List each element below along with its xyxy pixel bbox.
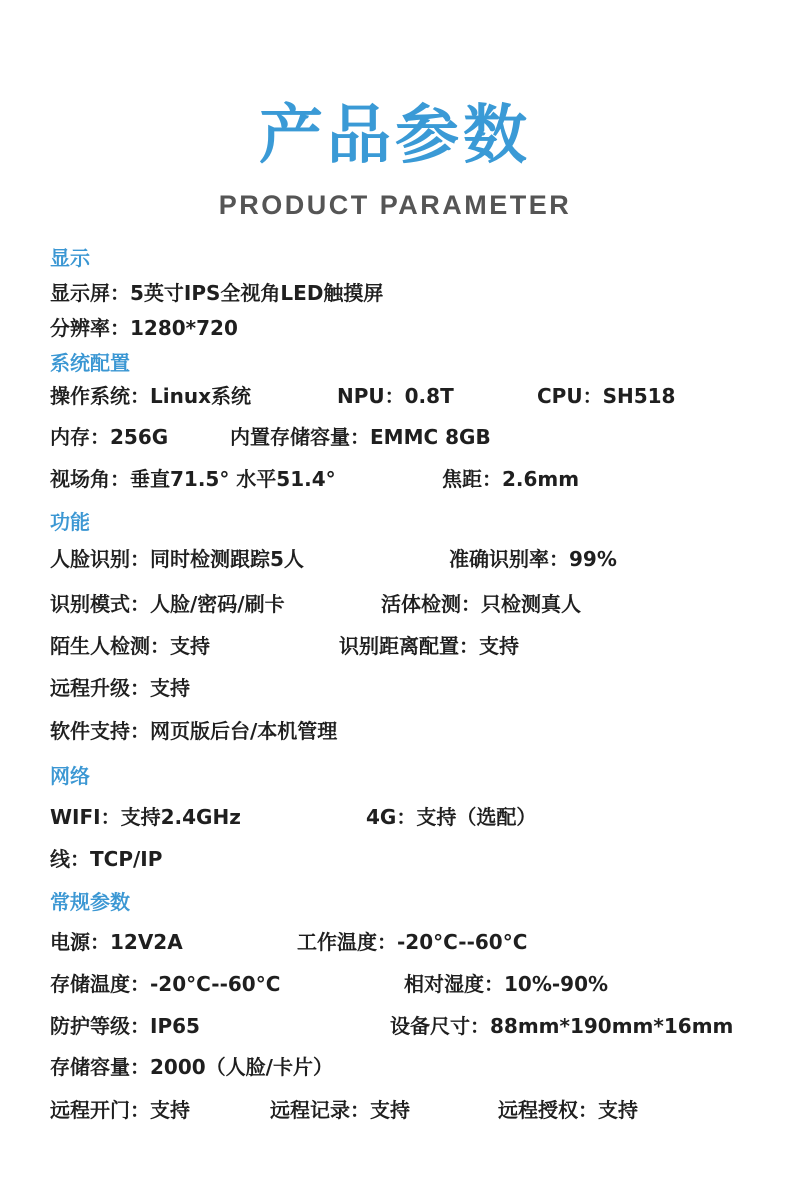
param-resolution: 分辨率：1280*720 <box>50 316 238 340</box>
param-distance-config: 识别距离配置：支持 <box>339 634 519 658</box>
page-subtitle: PRODUCT PARAMETER <box>218 190 572 220</box>
page-title: 产品参数 <box>259 99 531 173</box>
param-row <box>50 1051 770 1079</box>
param-row <box>50 715 770 743</box>
param-screen: 显示屏：5英寸IPS全视角LED触摸屏 <box>50 281 384 305</box>
param-remote-upgrade: 远程升级：支持 <box>50 676 190 700</box>
param-size: 设备尺寸：88mm*190mm*16mm <box>390 1014 734 1038</box>
section-title-function: 功能 <box>50 510 90 534</box>
param-row <box>50 463 770 491</box>
section-title-display: 显示 <box>50 246 90 270</box>
param-row <box>50 380 770 408</box>
param-wifi: WIFI：支持2.4GHz <box>50 805 241 829</box>
param-memory: 内存：256G <box>50 425 169 449</box>
param-focal: 焦距：2.6mm <box>442 467 580 491</box>
param-row <box>50 588 770 616</box>
param-wired: 线：TCP/IP <box>50 847 163 871</box>
param-mode: 识别模式：人脸/密码/刷卡 <box>50 592 285 616</box>
param-power: 电源：12V2A <box>50 930 183 954</box>
param-npu: NPU：0.8T <box>337 384 454 408</box>
param-accuracy: 准确识别率：99% <box>449 547 617 571</box>
param-capacity: 存储容量：2000（人脸/卡片） <box>50 1055 333 1079</box>
param-storage-temp: 存储温度：-20°C--60°C <box>50 972 281 996</box>
param-face-recognition: 人脸识别：同时检测跟踪5人 <box>50 547 304 571</box>
param-row <box>50 543 770 571</box>
param-cpu: CPU：SH518 <box>537 384 676 408</box>
param-row <box>50 312 770 340</box>
param-software: 软件支持：网页版后台/本机管理 <box>50 719 338 743</box>
param-view-angle: 视场角：垂直71.5° 水平51.4° <box>50 467 336 491</box>
param-row <box>50 926 770 954</box>
param-row <box>50 968 770 996</box>
param-4g: 4G：支持（选配） <box>366 805 537 829</box>
param-humidity: 相对湿度：10%-90% <box>404 972 609 996</box>
param-row <box>50 1094 770 1122</box>
param-row <box>50 277 770 305</box>
param-protection: 防护等级：IP65 <box>50 1014 200 1038</box>
param-row <box>50 801 770 829</box>
section-title-network: 网络 <box>50 764 90 788</box>
param-remote-record: 远程记录：支持 <box>270 1098 410 1122</box>
param-row <box>50 630 770 658</box>
param-storage: 内置存储容量：EMMC 8GB <box>230 425 491 449</box>
param-remote-open: 远程开门：支持 <box>50 1098 190 1122</box>
param-stranger: 陌生人检测：支持 <box>50 634 210 658</box>
param-row <box>50 1010 770 1038</box>
param-row <box>50 421 770 449</box>
param-row <box>50 672 770 700</box>
param-liveness: 活体检测：只检测真人 <box>381 592 581 616</box>
section-title-general: 常规参数 <box>50 890 130 914</box>
param-row <box>50 843 770 871</box>
section-title-system: 系统配置 <box>50 351 130 375</box>
param-os: 操作系统：Linux系统 <box>50 384 251 408</box>
param-remote-auth: 远程授权：支持 <box>498 1098 638 1122</box>
param-work-temp: 工作温度：-20°C--60°C <box>297 930 528 954</box>
